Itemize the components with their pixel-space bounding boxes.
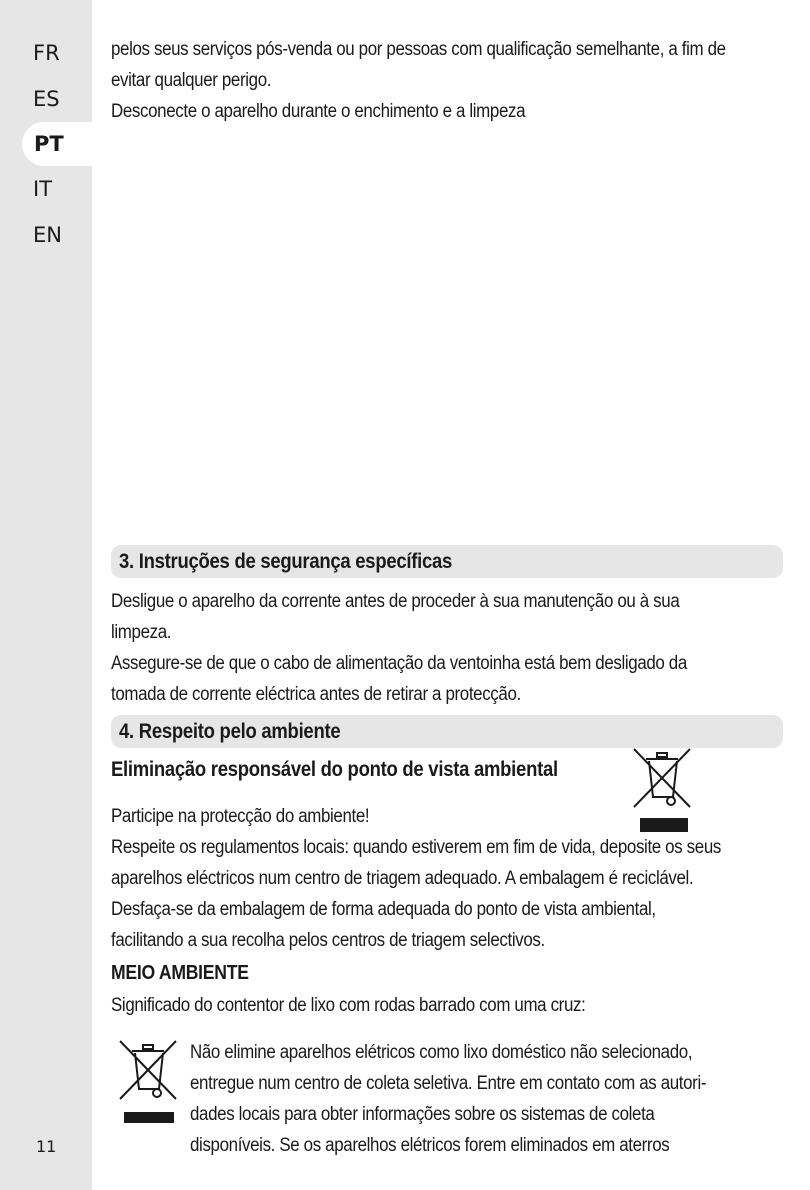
text-line: Desfaça-se da embalagem de forma adequada do ponto de vista ambiental, <box>111 899 656 920</box>
lang-tab-pt[interactable]: PT <box>22 122 92 166</box>
text-line: Significado do contentor de lixo com rodas barrado com uma cruz: <box>111 995 586 1016</box>
section-4-title: 4. Respeito pelo ambiente <box>119 719 341 743</box>
text-line: evitar qualquer perigo. <box>111 70 272 91</box>
text-line: Desconecte o aparelho durante o enchimento e a limpeza <box>111 101 526 122</box>
lang-tab-fr[interactable]: FR <box>33 41 60 65</box>
text-line: dades locais para obter informações sobre os sistemas de coleta <box>190 1104 655 1125</box>
section-3-header <box>111 545 783 578</box>
text-line: pelos seus serviços pós-venda ou por pessoas com qualificação semelhante, a fim de <box>111 39 726 60</box>
section-3-body <box>111 586 786 710</box>
section-4-body <box>111 801 786 956</box>
text-line: Respeite os regulamentos locais: quando estiverem em fim de vida, deposite os seus <box>111 837 721 858</box>
intro-text <box>111 34 786 127</box>
text-line: Desligue o aparelho da corrente antes de proceder à sua manutenção ou à sua <box>111 591 680 612</box>
text-line: disponíveis. Se os aparelhos elétricos forem eliminados em aterros <box>190 1135 670 1156</box>
environment-intro <box>111 990 786 1021</box>
language-sidebar <box>0 0 92 1190</box>
crossed-out-wheelie-bin-icon <box>116 1037 182 1127</box>
section-4-header <box>111 715 783 748</box>
text-line: facilitando a sua recolha pelos centros de triagem selectivos. <box>111 930 545 951</box>
page-number: 11 <box>36 1137 57 1156</box>
lang-tab-en[interactable]: EN <box>33 223 62 247</box>
text-line: tomada de corrente eléctrica antes de retirar a protecção. <box>111 684 521 705</box>
environment-heading: MEIO AMBIENTE <box>111 962 249 984</box>
environment-body <box>190 1037 780 1161</box>
section-3-title: 3. Instruções de segurança específicas <box>119 549 453 573</box>
section-4-subtitle: Eliminação responsável do ponto de vista ambiental <box>111 758 558 781</box>
text-line: Não elimine aparelhos elétricos como lixo doméstico não selecionado, <box>190 1042 693 1063</box>
text-line: Participe na protecção do ambiente! <box>111 806 370 827</box>
lang-tab-es[interactable]: ES <box>33 87 60 111</box>
text-line: Assegure-se de que o cabo de alimentação da ventoinha está bem desligado da <box>111 653 687 674</box>
lang-tab-it[interactable]: IT <box>33 177 53 201</box>
text-line: limpeza. <box>111 622 172 643</box>
text-line: entregue num centro de coleta seletiva. Entre em contato com as autori- <box>190 1073 707 1094</box>
text-line: aparelhos eléctricos num centro de triagem adequado. A embalagem é reciclável. <box>111 868 694 889</box>
